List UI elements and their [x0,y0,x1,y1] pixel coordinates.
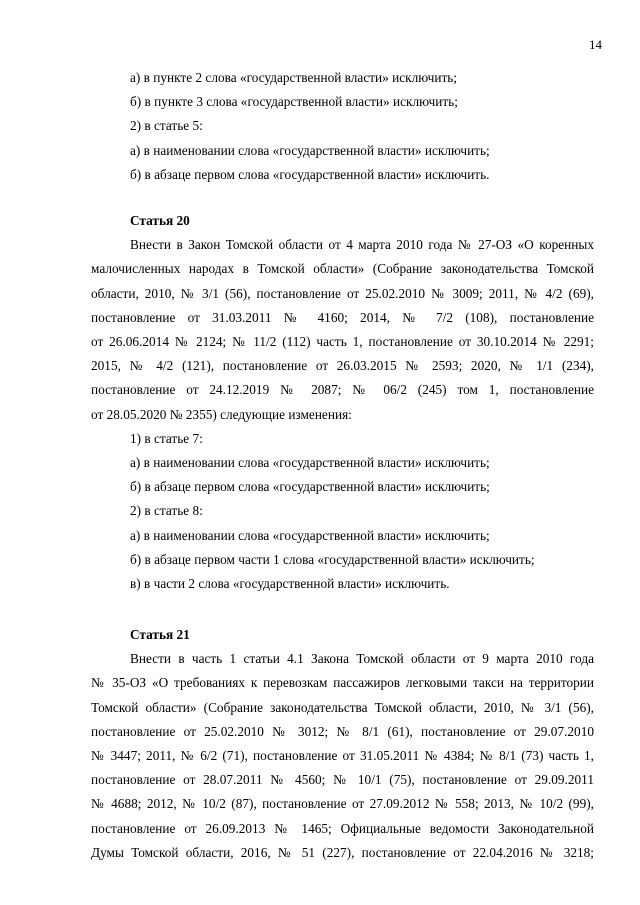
list-item: б) в абзаце первом части 1 слова «государственной власти» исключить; [130,551,535,567]
body-line: постановление от 25.02.2010 № 3012; № 8/1 (61), постановление от 29.07.2010 [91,723,594,739]
body-line: № 4688; 2012, № 10/2 (87), постановление от 27.09.2012 № 558; 2013, № 10/2 (99), [91,796,594,812]
body-line: области, 2010, № 3/1 (56), постановление от 25.02.2010 № 3009; 2011, № 4/2 (69), [91,285,594,301]
body-line: Внести в часть 1 статьи 4.1 Закона Томской области от 9 марта 2010 года [130,651,594,667]
list-item: а) в наименовании слова «государственной власти» исключить; [130,455,490,471]
list-item: б) в пункте 3 слова «государственной власти» исключить; [130,94,458,110]
list-item: в) в части 2 слова «государственной власти» исключить. [130,576,450,592]
list-item: б) в абзаце первом слова «государственной власти» исключить. [130,166,490,182]
list-item: 2) в статье 8: [130,503,203,519]
body-line: от 26.06.2014 № 2124; № 11/2 (112) часть 1, постановление от 30.10.2014 № 2291; [91,334,594,350]
article-body [91,647,594,865]
body-line: Томской области» (Собрание законодательства Томской области, 2010, № 3/1 (56), [91,699,594,715]
article-20 [91,209,594,596]
article-21 [91,623,594,865]
article-body [91,233,594,427]
body-line: постановление от 24.12.2019 № 2087; № 06/2 (245) том 1, постановление [91,382,594,398]
body-line: 2015, № 4/2 (121), постановление от 26.03.2015 № 2593; 2020, № 1/1 (234), [91,358,594,374]
list-item: б) в абзаце первом слова «государственной власти» исключить; [130,479,490,495]
list-item: а) в наименовании слова «государственной власти» исключить; [130,527,490,543]
list-item: 2) в статье 5: [130,118,203,134]
list-item: 1) в статье 7: [130,430,203,446]
intro-items [91,66,594,187]
body-line: Думы Томской области, 2016, № 51 (227), постановление от 22.04.2016 № 3218; [91,844,594,860]
body-line: № 35-ОЗ «О требованиях к перевозкам пассажиров легковыми такси на территории [91,675,594,691]
body-line: постановление от 28.07.2011 № 4560; № 10/1 (75), постановление от 29.09.2011 [91,772,594,788]
body-line: от 28.05.2020 № 2355) следующие изменения: [91,406,352,422]
body-line: малочисленных народах в Томской области» (Собрание законодательства Томской [91,261,594,277]
page-number: 14 [589,37,602,52]
article-heading: Статья 21 [130,627,190,642]
body-line: № 3447; 2011, № 6/2 (71), постановление от 31.05.2011 № 4384; № 8/1 (73) часть 1, [91,748,594,764]
body-line: постановление от 26.09.2013 № 1465; Официальные ведомости Законодательной [91,820,594,836]
body-line: Внести в Закон Томской области от 4 марта 2010 года № 27-ОЗ «О коренных [130,237,594,253]
article-heading: Статья 20 [130,213,190,228]
list-item: а) в пункте 2 слова «государственной власти» исключить; [130,70,458,85]
body-line: постановление от 31.03.2011 № 4160; 2014, № 7/2 (108), постановление [91,309,594,325]
list-item: а) в наименовании слова «государственной власти» исключить; [130,142,490,158]
